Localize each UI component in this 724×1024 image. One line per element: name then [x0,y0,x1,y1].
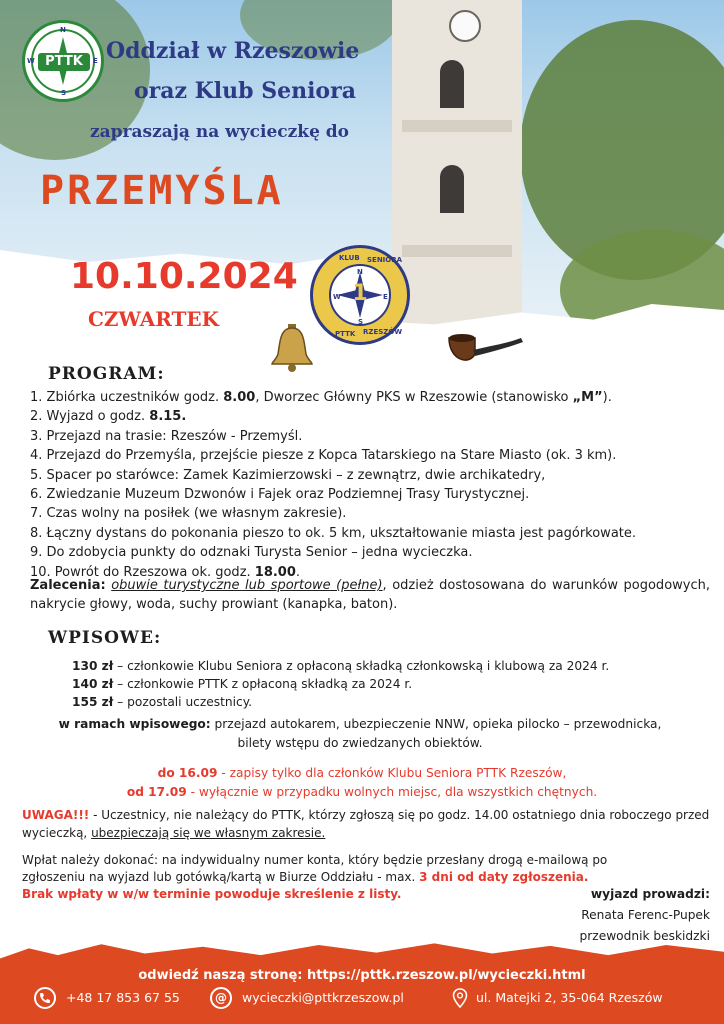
org-line-2: oraz Klub Seniora [134,78,356,104]
org-line-1: Oddział w Rzeszowie [106,38,360,64]
program-item: 2. Wyjazd o godz. 8.15. [30,409,187,425]
program-heading: PROGRAM: [48,364,165,384]
invite-text: zapraszają na wycieczkę do [90,122,350,142]
program-item: 5. Spacer po starówce: Zamek Kazimierzowski – z zewnątrz, dwie archikatedry, [30,467,546,483]
destination-title: PRZEMYŚLA [40,168,284,214]
fee-row: 130 zł – członkowie Klubu Seniora z opłaconą składką członkowską i klubową za 2024 r. [72,659,610,673]
program-item: 8. Łączny dystans do pokonania pieszo to ok. 5 km, ukształtowanie miasta jest pagórkowate. [30,525,637,541]
registration-info: do 16.09 - zapisy tylko dla członków Klubu Seniora PTTK Rzeszów, od 17.09 - wyłącznie w przypadku wolnych miejsc, dla wszystkich chętnych. [126,766,598,799]
website-link[interactable]: odwiedź naszą stronę: https://pttk.rzeszow.pl/wycieczki.html [138,968,586,983]
tower-window [440,60,464,108]
warning-note: UWAGA!!! - Uczestnicy, nie należący do PTTK, którzy zgłoszą się po godz. 14.00 ostatniego dnia roboczego przed wycieczką, ubezpieczają się we własnym zakresie. [22,808,710,840]
trip-date: 10.10.2024 [70,256,298,297]
trip-guide: wyjazd prowadzi: Renata Ferenc-Pupek przewodnik beskidzki [579,887,710,943]
bell-icon [268,320,316,372]
program-item: 7. Czas wolny na posiłek (we własnym zakresie). [30,506,347,522]
program-item: 6. Zwiedzanie Muzeum Dzwonów i Fajek oraz Podziemnej Trasy Turystycznej. [30,487,530,503]
program-item: 9. Do zdobycia punkty do odznaki Turysta Senior – jedna wycieczka. [30,545,473,561]
clock-icon [449,10,481,42]
tower-ledge [402,245,512,257]
pipe-icon [445,330,525,370]
fee-row: 155 zł – pozostali uczestnicy. [72,695,253,709]
fees-list [72,657,609,711]
program-item: 10. Powrót do Rzeszowa ok. godz. 18.00. [30,564,301,580]
fee-includes: w ramach wpisowego: przejazd autokarem, ubezpieczenie NNW, opieka pilocko – przewodnicka, bilety wstępu do zwiedzanych obiektów. [58,717,662,750]
at-icon: @ [210,987,232,1009]
recommendations: Zalecenia: obuwie turystyczne lub sportowe (pełne), odzież dostosowana do warunków pogodowych, nakrycie głowy, woda, suchy prowiant (kanapka, baton). [30,578,710,612]
payment-info: Wpłat należy dokonać: na indywidualny numer konta, który będzie przesłany drogą e-mailową po zgłoszeniu na wyjazd lub gotówką/kartą w Biurze Oddziału - max. 3 dni od daty zgłoszenia. Brak wpłaty w w/w terminie powoduje skreślenie z listy. [22,853,608,901]
logo-text: PTTK [38,53,90,71]
klub-seniora-badge: KLUB SENIORA 1 PTTK RZESZÓW N S E W [310,245,410,345]
clock-tower [392,0,522,330]
program-item: 1. Zbiórka uczestników godz. 8.00, Dworzec Główny PKS w Rzeszowie (stanowisko „M”). [30,390,612,405]
location-pin-icon [452,988,468,1008]
badge-number: 1 [352,281,368,306]
tower-ledge [402,120,512,132]
program-item: 3. Przejazd na trasie: Rzeszów - Przemyśl. [30,428,303,444]
email-contact[interactable]: @ wycieczki@pttkrzeszow.pl [210,986,404,1010]
phone-contact[interactable]: +48 17 853 67 55 [34,986,180,1010]
program-item: 4. Przejazd do Przemyśla, przejście piesze z Kopca Tatarskiego na Stare Miasto (ok. 3 km). [30,448,617,464]
program-list [30,388,710,582]
pttk-logo: PTTK N S E W [22,20,104,102]
address-contact[interactable]: ul. Matejki 2, 35-064 Rzeszów [452,986,663,1010]
fees-heading: WPISOWE: [48,628,162,648]
trip-weekday: CZWARTEK [88,307,219,331]
fee-row: 140 zł – członkowie PTTK z opłaconą składką za 2024 r. [72,677,413,691]
tower-window [440,165,464,213]
phone-icon [34,987,56,1009]
